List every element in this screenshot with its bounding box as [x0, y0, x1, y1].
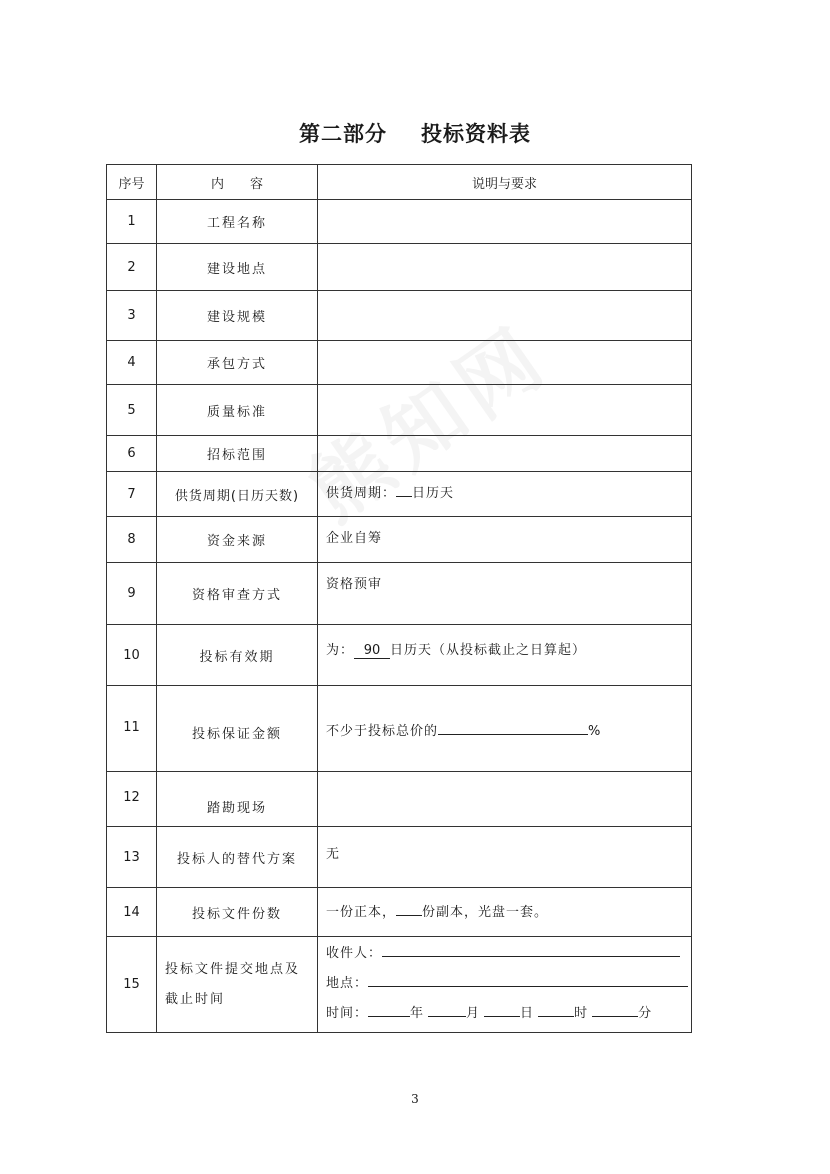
row-item: 质量标准 [157, 385, 318, 436]
table-row [107, 200, 692, 244]
delivery-unit: 日历天 [412, 486, 455, 501]
validity-unit: 日历天（从投标截止之日算起） [390, 643, 587, 658]
row-desc: 资格预审 [318, 563, 692, 625]
copies-unit: 份副本，光盘一套。 [422, 905, 549, 920]
row-item: 资格审查方式 [157, 563, 318, 625]
row-num: 4 [107, 341, 157, 385]
header-item: 内 容 [157, 165, 318, 200]
table-row [107, 244, 692, 291]
recipient-row [326, 939, 683, 969]
title-part: 第二部分 [299, 122, 387, 146]
bid-info-table [106, 164, 692, 1033]
row-desc [318, 686, 692, 772]
row-num: 5 [107, 385, 157, 436]
deposit-percent-blank[interactable] [438, 720, 588, 735]
header-desc: 说明与要求 [318, 165, 692, 200]
location-label: 地点： [326, 976, 369, 991]
location-blank[interactable] [368, 972, 688, 987]
row-desc[interactable] [318, 200, 692, 244]
row-item: 投标文件份数 [157, 888, 318, 937]
row-desc[interactable] [318, 385, 692, 436]
row-num: 11 [107, 686, 157, 772]
month-label: 月 [466, 1006, 481, 1021]
table-row [107, 291, 692, 341]
row-desc: 无 [318, 827, 692, 888]
row-num: 7 [107, 472, 157, 517]
submission-fields [326, 937, 683, 1029]
row-num: 14 [107, 888, 157, 937]
row-desc[interactable] [318, 291, 692, 341]
row-num: 6 [107, 436, 157, 472]
recipient-label: 收件人： [326, 946, 383, 961]
validity-label: 为： [326, 643, 355, 658]
table-row [107, 937, 692, 1033]
header-num: 序号 [107, 165, 157, 200]
row-desc[interactable] [318, 341, 692, 385]
row-item-line1: 投标文件提交地点及 [165, 961, 301, 977]
minute-label: 分 [638, 1006, 653, 1021]
row-desc [318, 625, 692, 686]
row-item: 建设规模 [157, 291, 318, 341]
table-row [107, 827, 692, 888]
validity-days[interactable]: 90 [354, 643, 390, 659]
table-row [107, 517, 692, 563]
row-num: 2 [107, 244, 157, 291]
row-item: 投标有效期 [157, 625, 318, 686]
table-row [107, 772, 692, 827]
table-row [107, 341, 692, 385]
row-desc[interactable] [318, 244, 692, 291]
copies-count-blank[interactable] [396, 901, 422, 916]
row-item: 踏勘现场 [157, 772, 318, 827]
row-item: 建设地点 [157, 244, 318, 291]
table-row [107, 686, 692, 772]
row-item: 承包方式 [157, 341, 318, 385]
row-item: 资金来源 [157, 517, 318, 563]
time-label: 时间： [326, 1006, 369, 1021]
table-row [107, 385, 692, 436]
row-num: 13 [107, 827, 157, 888]
row-item: 工程名称 [157, 200, 318, 244]
year-label: 年 [410, 1006, 425, 1021]
delivery-label: 供货周期： [326, 486, 397, 501]
page-title [0, 118, 830, 148]
location-row [326, 969, 683, 999]
deposit-label: 不少于投标总价的 [326, 724, 439, 739]
row-item: 投标人的替代方案 [157, 827, 318, 888]
month-blank[interactable] [428, 1002, 466, 1017]
delivery-days-blank[interactable] [396, 482, 412, 497]
row-desc [318, 937, 692, 1033]
time-row [326, 999, 683, 1029]
row-num: 1 [107, 200, 157, 244]
row-num: 8 [107, 517, 157, 563]
recipient-blank[interactable] [382, 942, 680, 957]
table-header-row [107, 165, 692, 200]
row-item: 供货周期(日历天数) [157, 472, 318, 517]
day-blank[interactable] [484, 1002, 520, 1017]
row-desc[interactable] [318, 436, 692, 472]
table-row [107, 472, 692, 517]
row-desc [318, 888, 692, 937]
title-name: 投标资料表 [421, 122, 531, 146]
table-row [107, 563, 692, 625]
day-label: 日 [520, 1006, 535, 1021]
hour-label: 时 [574, 1006, 589, 1021]
row-desc[interactable] [318, 772, 692, 827]
table-row [107, 888, 692, 937]
minute-blank[interactable] [592, 1002, 638, 1017]
row-item-line2: 截止时间 [165, 991, 226, 1007]
page-number: 3 [411, 1092, 419, 1106]
row-num: 9 [107, 563, 157, 625]
year-blank[interactable] [368, 1002, 410, 1017]
row-item [157, 937, 318, 1033]
deposit-percent-sign: % [588, 724, 602, 739]
row-desc [318, 472, 692, 517]
row-num: 12 [107, 772, 157, 827]
copies-label: 一份正本， [326, 905, 397, 920]
row-num: 3 [107, 291, 157, 341]
row-num: 15 [107, 937, 157, 1033]
row-item: 招标范围 [157, 436, 318, 472]
hour-blank[interactable] [538, 1002, 574, 1017]
table-row [107, 625, 692, 686]
table-row [107, 436, 692, 472]
row-num: 10 [107, 625, 157, 686]
row-desc: 企业自筹 [318, 517, 692, 563]
row-item: 投标保证金额 [157, 686, 318, 772]
